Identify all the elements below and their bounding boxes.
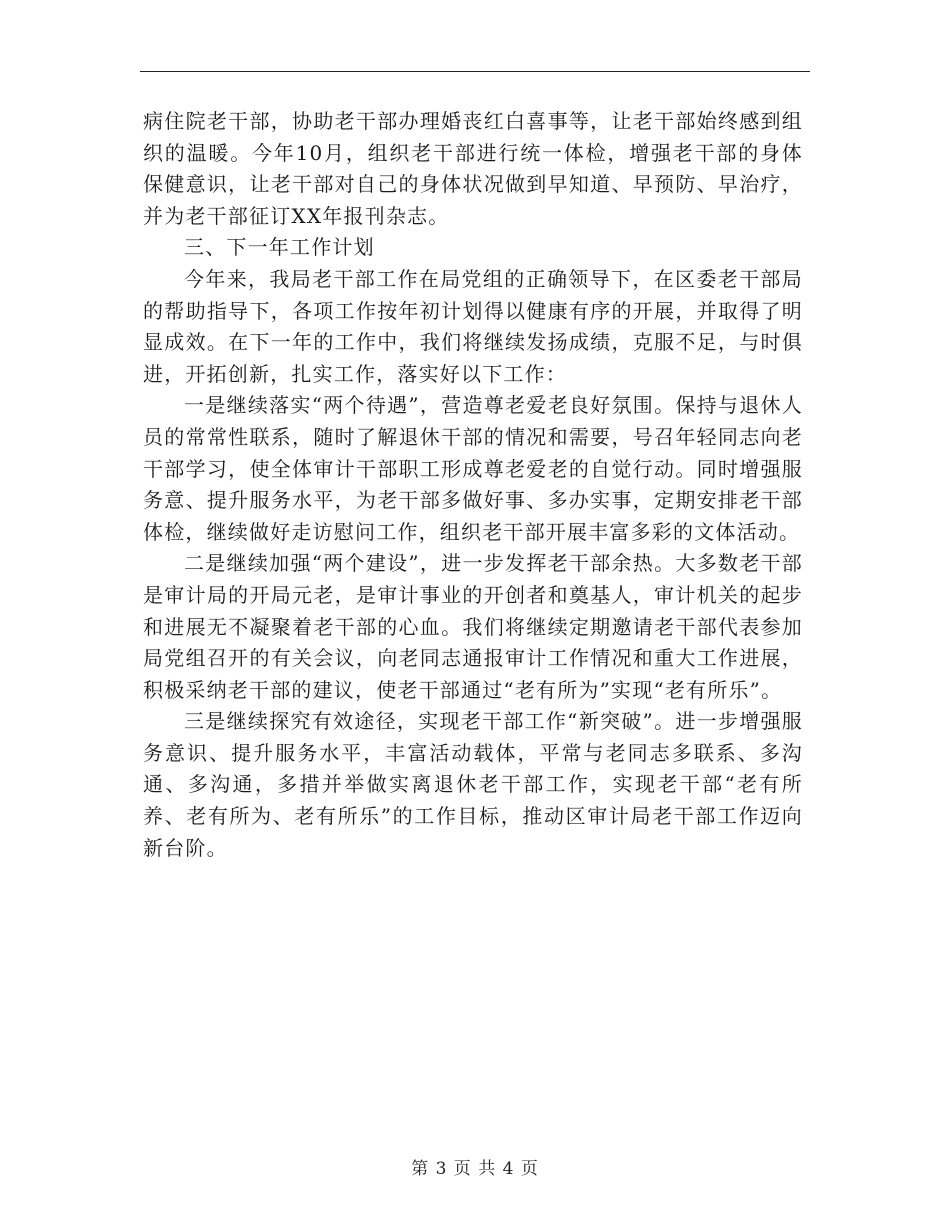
document-body: [143, 106, 803, 864]
section-heading-next-year-plan: 三、下一年工作计划: [184, 235, 375, 260]
paragraph-overview: 今年来，我局老干部工作在局党组的正确领导下，在区委老干部局的帮助指导下，各项工作按年初计划得以健康有序的开展，并取得了明显成效。在下一年的工作中，我们将继续发扬成绩，克服不足，与时俱进，开拓创新，扎实工作，落实好以下工作：: [143, 266, 803, 386]
paragraph-item-two: 二是继续加强“两个建设”，进一步发挥老干部余热。大多数老干部是审计局的开局元老，是审计事业的开创者和奠基人，审计机关的起步和进展无不凝聚着老干部的心血。我们将继续定期邀请老干部代表参加局党组召开的有关会议，向老同志通报审计工作情况和重大工作进展，积极采纳老干部的建议，使老干部通过“老有所为”实现“老有所乐”。: [143, 551, 803, 702]
header-rule: [140, 71, 810, 72]
paragraph-item-one: 一是继续落实“两个待遇”，营造尊老爱老良好氛围。保持与退休人员的常常性联系，随时了解退休干部的情况和需要，号召年轻同志向老干部学习，使全体审计干部职工形成尊老爱老的自觉行动。同时增强服务意、提升服务水平，为老干部多做好事、多办实事，定期安排老干部体检，继续做好走访慰问工作，组织老干部开展丰富多彩的文体活动。: [143, 393, 803, 544]
paragraph-continuation: 病住院老干部，协助老干部办理婚丧红白喜事等，让老干部始终感到组织的温暖。今年10月，组织老干部进行统一体检，增强老干部的身体保健意识，让老干部对自己的身体状况做到早知道、早预防、早治疗，并为老干部征订XX年报刊杂志。: [143, 109, 803, 228]
page-number-footer: 第 3 页 共 4 页: [411, 1159, 539, 1179]
paragraph-item-three: 三是继续探究有效途径，实现老干部工作“新突破”。进一步增强服务意识、提升服务水平，丰富活动载体，平常与老同志多联系、多沟通、多沟通，多措并举做实离退休老干部工作，实现老干部“老有所养、老有所为、老有所乐”的工作目标，推动区审计局老干部工作迈向新台阶。: [143, 709, 803, 860]
